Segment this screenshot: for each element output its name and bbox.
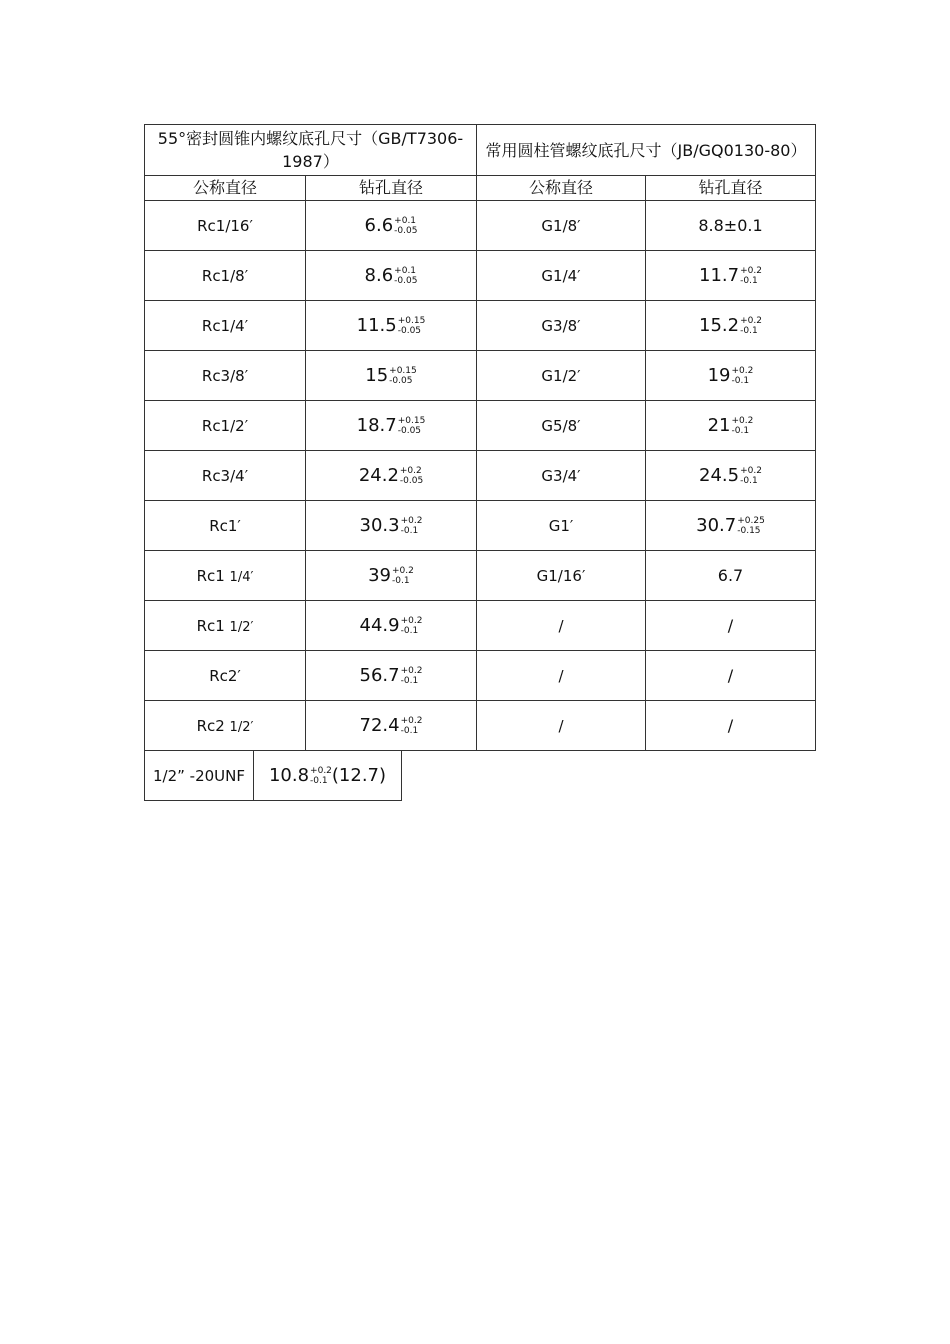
tolerance-lower: -0.1 [392,575,410,586]
nominal-label: G1/2′ [541,367,581,385]
nominal-label-main: Rc3/4′ [201,467,249,485]
drill-diameter-left [306,351,477,401]
value-base: 30.7 [696,514,737,536]
nominal-label-main: Rc1 [196,567,230,585]
value-plain: / [727,716,734,735]
drill-diameter-left [306,401,477,451]
value-tolerance [398,416,426,436]
value-tolerance [394,216,417,236]
header-row [145,176,816,201]
value-tolerance [737,516,765,536]
value-plain: / [727,616,734,635]
value-with-tolerance [365,266,418,286]
drill-diameter-right [646,401,816,451]
drill-diameter-right [646,451,816,501]
nominal-label: / [558,617,564,635]
value-with-tolerance [360,666,423,686]
value-tolerance [740,466,762,486]
drill-diameter-right [646,251,816,301]
nominal-label: G5/8′ [541,417,581,435]
nominal-label [197,717,254,735]
value-base: 72.4 [359,714,400,736]
table-row [145,501,816,551]
extra-row [145,751,402,801]
nominal-label-main: Rc1/8′ [201,267,249,285]
value-base: 11.7 [699,264,740,286]
drill-diameter-left [306,451,477,501]
header-nominal-diameter-right: 公称直径 [477,176,646,201]
nominal-label: / [558,717,564,735]
drill-size-table [144,124,816,751]
tolerance-lower: -0.1 [400,725,419,736]
value-plain: 6.7 [717,566,744,585]
nominal-label [202,367,248,385]
nominal-label [197,567,254,585]
value-tolerance [398,316,426,336]
nominal-diameter-right [477,401,646,451]
nominal-diameter-left [145,601,306,651]
drill-diameter-left [306,701,477,751]
drill-diameter-right [646,551,816,601]
title-left: 55°密封圆锥内螺纹底孔尺寸（GB/T7306-1987） [145,125,477,176]
tolerance-upper: +0.2 [400,615,423,626]
extra-row-table [144,750,402,801]
drill-diameter-right [646,351,816,401]
nominal-label-main: Rc1/4′ [201,317,249,335]
drill-diameter-right [646,651,816,701]
value-tolerance [740,266,762,286]
value-with-tolerance [360,616,423,636]
nominal-diameter-left [145,651,306,701]
table-row [145,401,816,451]
nominal-diameter-left [145,501,306,551]
value-base: 30.3 [359,514,400,536]
value-base: 10.8 [268,764,310,786]
tolerance-upper: +0.2 [731,415,754,426]
nominal-diameter-right [477,451,646,501]
drill-diameter-left [306,251,477,301]
tolerance-lower: -0.15 [737,525,761,536]
value-with-tolerance [696,516,765,536]
nominal-label: G1/8′ [541,217,581,235]
tolerance-lower: -0.1 [740,325,758,336]
nominal-label [202,467,248,485]
nominal-label: G3/8′ [541,317,581,335]
nominal-diameter-right [477,551,646,601]
nominal-diameter-right [477,301,646,351]
nominal-label: G1/16′ [536,567,586,585]
value-base: 24.2 [358,464,399,486]
value-base: 19 [707,364,731,386]
value-tolerance [401,616,423,636]
nominal-label-fraction: 1/2′ [229,620,254,635]
drill-diameter-left [306,551,477,601]
value-with-tolerance [365,216,418,236]
value-base: 21 [707,414,731,436]
tolerance-upper: +0.15 [389,365,417,376]
tolerance-upper: +0.2 [400,665,423,676]
extra-row-value [254,751,402,801]
value-suffix: (12.7) [331,764,387,786]
nominal-label [197,217,253,235]
value-with-tolerance [357,416,426,436]
nominal-label: G1/4′ [541,267,581,285]
nominal-diameter-left [145,201,306,251]
drill-diameter-right [646,301,816,351]
nominal-label [209,517,241,535]
value-base: 15.2 [699,314,740,336]
tolerance-upper: +0.2 [392,565,414,576]
value-tolerance [394,266,417,286]
value-base: 24.5 [699,464,740,486]
drill-diameter-right [646,501,816,551]
header-drill-diameter-right: 钻孔直径 [646,176,816,201]
drill-diameter-left [306,601,477,651]
tolerance-upper: +0.2 [400,515,423,526]
nominal-diameter-left [145,251,306,301]
tolerance-lower: -0.05 [399,475,424,486]
tolerance-upper: +0.15 [397,415,426,426]
value-tolerance [400,466,423,486]
nominal-label [197,617,254,635]
tolerance-lower: -0.1 [400,625,419,636]
value-with-tolerance [699,316,762,336]
value-base: 11.5 [356,314,397,336]
tolerance-lower: -0.1 [740,475,758,486]
tolerance-upper: +0.25 [737,515,765,526]
value-tolerance [389,366,417,386]
tolerance-upper: +0.2 [740,315,762,326]
nominal-label [209,667,241,685]
tolerance-upper: +0.2 [400,715,423,726]
nominal-label: G1′ [548,517,574,535]
value-base: 39 [368,564,392,586]
table-row [145,451,816,501]
table-row [145,351,816,401]
table-row [145,201,816,251]
nominal-label-main: Rc1′ [209,517,241,535]
tolerance-lower: -0.1 [740,275,758,286]
table-row [145,301,816,351]
nominal-label-main: Rc3/8′ [201,367,249,385]
value-with-tolerance [699,266,762,286]
extra-row-drill-value [269,766,386,786]
nominal-diameter-left [145,351,306,401]
value-with-tolerance [357,316,426,336]
drill-size-table-container [144,124,815,801]
nominal-label [202,317,248,335]
nominal-diameter-left [145,401,306,451]
value-tolerance [401,516,423,536]
nominal-diameter-right [477,701,646,751]
value-tolerance [401,716,423,736]
nominal-label: / [558,667,564,685]
nominal-label-fraction: 1/2′ [229,720,254,735]
header-drill-diameter-left: 钻孔直径 [306,176,477,201]
tolerance-upper: +0.1 [394,215,417,226]
value-with-tolerance [699,466,762,486]
tolerance-lower: -0.1 [731,375,750,386]
extra-row-label [145,751,254,801]
nominal-label-main: Rc1 [196,617,230,635]
drill-diameter-left [306,201,477,251]
nominal-diameter-left [145,701,306,751]
drill-diameter-left [306,651,477,701]
nominal-diameter-right [477,501,646,551]
table-row [145,551,816,601]
value-tolerance [310,766,332,786]
value-tolerance [732,416,754,436]
value-base: 8.6 [364,264,394,286]
tolerance-upper: +0.2 [310,765,332,776]
nominal-label: G3/4′ [541,467,581,485]
table-row [145,251,816,301]
drill-diameter-right [646,201,816,251]
value-tolerance [392,566,414,586]
nominal-label-main: Rc1/2′ [201,417,249,435]
drill-diameter-left [306,501,477,551]
tolerance-upper: +0.15 [397,315,426,326]
tolerance-upper: +0.2 [399,465,422,476]
nominal-diameter-right [477,201,646,251]
nominal-diameter-right [477,251,646,301]
tolerance-lower: -0.05 [394,225,418,236]
tolerance-lower: -0.05 [389,375,413,386]
table-row [145,601,816,651]
title-right: 常用圆柱管螺纹底孔尺寸（JB/GQ0130-80） [477,125,816,176]
header-nominal-diameter-left: 公称直径 [145,176,306,201]
value-plain: / [727,666,734,685]
nominal-label-main: Rc2′ [209,667,241,685]
nominal-diameter-right [477,601,646,651]
tolerance-upper: +0.2 [740,265,762,276]
value-with-tolerance [708,416,754,436]
nominal-diameter-left [145,301,306,351]
drill-diameter-left [306,301,477,351]
nominal-diameter-right [477,351,646,401]
value-base: 15 [365,364,389,386]
tolerance-lower: -0.1 [731,425,750,436]
value-with-tolerance [708,366,754,386]
value-base: 44.9 [359,614,400,636]
tolerance-lower: -0.05 [397,325,422,336]
tolerance-lower: -0.05 [394,275,418,286]
tolerance-lower: -0.1 [310,775,328,786]
value-tolerance [732,366,754,386]
nominal-label [202,417,248,435]
value-with-tolerance [360,716,423,736]
tolerance-lower: -0.1 [400,525,419,536]
tolerance-upper: +0.2 [731,365,754,376]
tolerance-upper: +0.2 [740,465,762,476]
tolerance-lower: -0.1 [400,675,419,686]
title-row [145,125,816,176]
drill-diameter-right [646,701,816,751]
value-tolerance [740,316,762,336]
tolerance-lower: -0.05 [397,425,422,436]
nominal-label [202,267,248,285]
tolerance-upper: +0.1 [394,265,417,276]
nominal-label-fraction: 1/4′ [229,570,254,585]
value-with-tolerance [365,366,417,386]
nominal-diameter-left [145,551,306,601]
value-tolerance [401,666,423,686]
value-plain: 8.8±0.1 [698,216,763,235]
drill-diameter-right [646,601,816,651]
table-row [145,651,816,701]
extra-row-label-text: 1/2” -20UNF [152,766,245,785]
nominal-label-main: Rc2 [196,717,230,735]
nominal-diameter-left [145,451,306,501]
nominal-diameter-right [477,651,646,701]
nominal-label-main: Rc1/16′ [197,217,253,235]
value-base: 18.7 [356,414,397,436]
value-with-tolerance [368,566,414,586]
value-with-tolerance [359,466,423,486]
value-base: 56.7 [359,664,400,686]
table-row [145,701,816,751]
value-base: 6.6 [364,214,394,236]
value-with-tolerance [360,516,423,536]
